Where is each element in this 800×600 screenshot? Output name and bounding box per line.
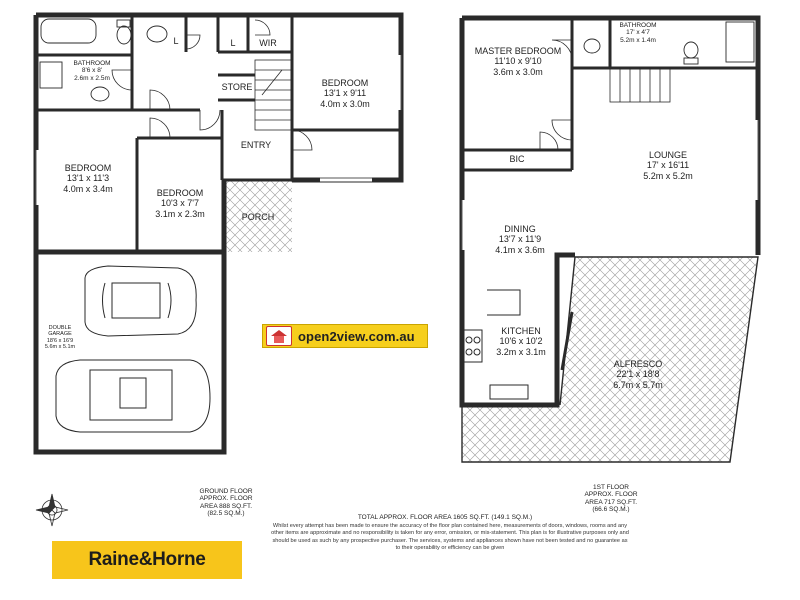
label-bic: BIC bbox=[509, 154, 525, 164]
room-label-dining: DINING 13'7 x 11'9 4.1m x 3.6m bbox=[495, 224, 545, 255]
room-label-alfresco: ALFRESCO 22'1 x 18'8 6.7m x 5.7m bbox=[613, 359, 663, 390]
room-label-kitchen: KITCHEN 10'6 x 10'2 3.2m x 3.1m bbox=[496, 326, 546, 357]
brand-name: Raine&Horne bbox=[88, 549, 206, 570]
open2view-watermark bbox=[262, 324, 428, 348]
room-label-bathroom-first: BATHROOM 17' x 4'7 5.2m x 1.4m bbox=[619, 22, 657, 44]
disclaimer-text: Whilst every attempt has been made to ensure the accuracy of the floor plan contained here, measurements of doors, windows, rooms and any other items are approximate and no responsibility is taken for any error, omission, or mis-statement. This plan is for illustrative purposes only and should be used as such by any prospective purchaser. The services, systems and appliances shown have not been tested and no guarantee as to their operability or efficiency can be given bbox=[271, 523, 629, 551]
first-floor-area: 1ST FLOOR APPROX. FLOOR AREA 717 SQ.FT. (66.6 SQ.M.) bbox=[584, 484, 638, 514]
label-porch: PORCH bbox=[241, 212, 275, 222]
room-label-bathroom-ground: BATHROOM 8'6 x 8' 2.6m x 2.5m bbox=[73, 60, 111, 82]
label-laundry: L bbox=[230, 38, 236, 48]
compass-rose-icon bbox=[36, 494, 68, 526]
car-icon bbox=[85, 266, 196, 336]
room-label-master-bedroom: MASTER BEDROOM 11'10 x 9'10 3.6m x 3.0m bbox=[474, 46, 562, 77]
label-laundry: L bbox=[173, 36, 179, 46]
label-wir: WIR bbox=[259, 38, 277, 48]
house-logo-icon bbox=[266, 326, 292, 346]
label-store: STORE bbox=[221, 82, 253, 92]
watermark-text: open2view.com.au bbox=[298, 328, 415, 344]
room-label-lounge: LOUNGE 17' x 16'11 5.2m x 5.2m bbox=[643, 150, 693, 181]
car-icon bbox=[56, 360, 210, 432]
label-entry: ENTRY bbox=[240, 140, 272, 150]
alfresco-area bbox=[462, 257, 758, 462]
raine-horne-logo bbox=[52, 541, 242, 579]
total-floor-area: TOTAL APPROX. FLOOR AREA 1605 SQ.FT. (149.1 SQ.M.) bbox=[357, 514, 533, 521]
room-label-bedroom-ne: BEDROOM 13'1 x 9'11 4.0m x 3.0m bbox=[320, 78, 370, 109]
room-label-garage: DOUBLE GARAGE 18'6 x 16'9 5.6m x 5.1m bbox=[44, 325, 76, 350]
room-label-bedroom-s: BEDROOM 10'3 x 7'7 3.1m x 2.3m bbox=[155, 188, 205, 219]
ground-floor-area: GROUND FLOOR APPROX. FLOOR AREA 888 SQ.FT. (82.5 SQ.M.) bbox=[199, 488, 253, 518]
room-label-bedroom-w: BEDROOM 13'1 x 11'3 4.0m x 3.4m bbox=[63, 163, 113, 194]
